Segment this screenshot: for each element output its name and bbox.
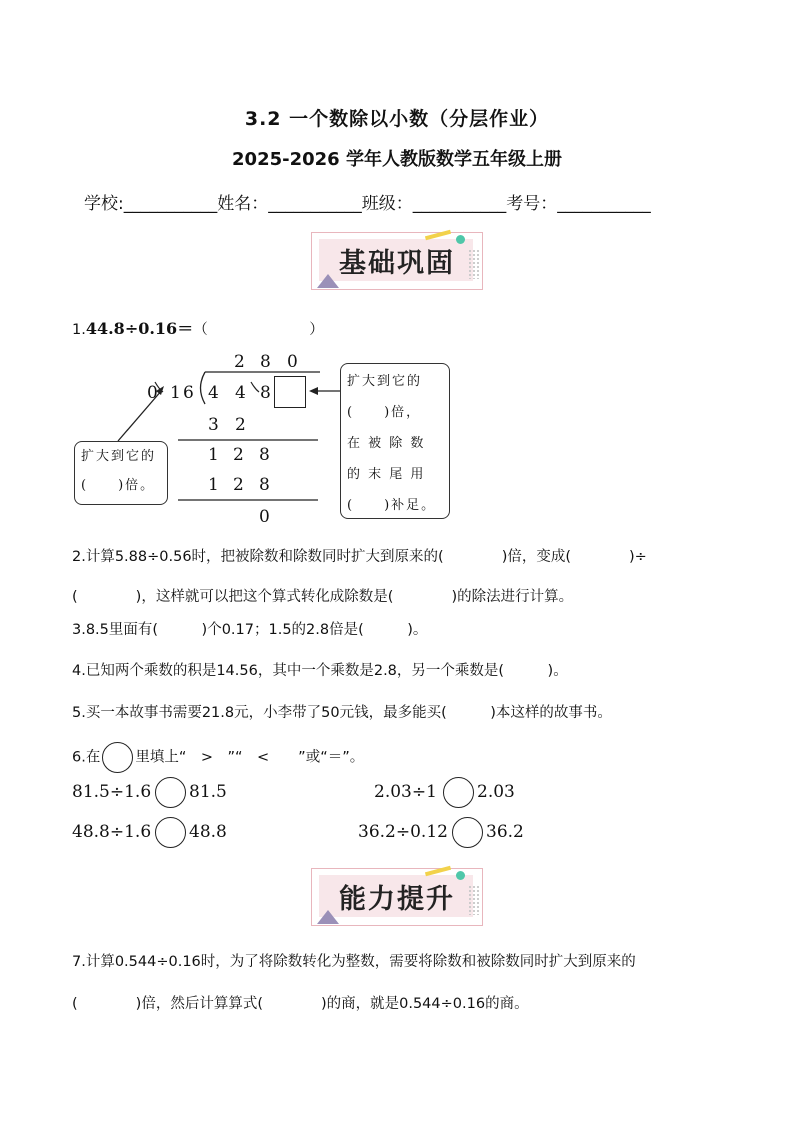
- compare-circle[interactable]: [155, 777, 186, 808]
- quotient-digit: 0: [287, 352, 298, 372]
- question-2-line-2: ( )，这样就可以把这个算式转化成除数是( )的除法进行计算。: [72, 589, 574, 605]
- right-note-box: [340, 363, 450, 519]
- work-digit: 8: [259, 445, 270, 465]
- question-5: 5.买一本故事书需要21.8元，小李带了50元钱，最多能买( )本这样的故事书。: [72, 705, 612, 721]
- dividend-digit: 4: [235, 383, 246, 403]
- circle-example: [102, 742, 133, 773]
- fill-in-box[interactable]: [274, 376, 306, 408]
- remainder-digit: 0: [259, 507, 270, 527]
- quotient-digit: 2: [234, 352, 245, 372]
- work-digit: 8: [259, 475, 270, 495]
- section-title: 能力提升: [339, 884, 455, 915]
- question-3: 3.8.5里面有( )个0.17；1.5的2.8倍是( )。: [72, 622, 428, 638]
- compare-right-value: 48.8: [189, 822, 227, 842]
- compare-left-expr: 48.8÷1.6: [72, 822, 152, 842]
- compare-right-value: 36.2: [486, 822, 524, 842]
- divisor-digit: 0: [147, 383, 158, 403]
- question-number: 1.: [72, 322, 86, 338]
- note-line: 扩大到它的: [81, 449, 157, 464]
- quotient-digit: 8: [260, 352, 271, 372]
- question-7-line-2: ( )倍，然后计算算式( )的商，就是0.544÷0.16的商。: [72, 996, 529, 1012]
- section-title: 基础巩固: [339, 248, 455, 279]
- page-title: 3.2 一个数除以小数（分层作业）: [244, 108, 550, 130]
- question-6-prompt: [72, 742, 364, 773]
- note-line: 的 末 尾 用: [347, 467, 426, 482]
- question-7-line-1: 7.计算0.544÷0.16时，为了将除数转化为整数，需要将除数和被除数同时扩大到原来的: [72, 954, 636, 970]
- compare-circle[interactable]: [155, 817, 186, 848]
- note-line: 在 被 除 数: [347, 436, 426, 451]
- compare-right-value: 81.5: [189, 782, 227, 802]
- work-digit: 1: [208, 445, 219, 465]
- question-4: 4.已知两个乘数的积是14.56，其中一个乘数是2.8，另一个乘数是( )。: [72, 663, 568, 679]
- left-note-box: [74, 441, 168, 505]
- compare-left-expr: 81.5÷1.6: [72, 782, 152, 802]
- note-line: ( )倍。: [81, 478, 156, 493]
- compare-right-value: 2.03: [477, 782, 515, 802]
- compare-circle[interactable]: [452, 817, 483, 848]
- work-digit: 3: [208, 415, 219, 435]
- answer-blank[interactable]: （ ）: [193, 322, 324, 338]
- work-digit: 2: [233, 475, 244, 495]
- note-line: ( )倍，: [347, 405, 422, 420]
- divisor-digit: 1: [170, 383, 181, 403]
- compare-left-expr: 36.2÷0.12: [358, 822, 448, 842]
- work-digit: 2: [235, 415, 246, 435]
- question-text: 里填上“ > ”“ < ”或“＝”。: [135, 749, 365, 766]
- page-subtitle: 2025-2026 学年人教版数学五年级上册: [232, 149, 562, 170]
- section-banner-advanced: [311, 868, 483, 926]
- work-digit: 2: [233, 445, 244, 465]
- compare-circle[interactable]: [443, 777, 474, 808]
- student-info-line: 学校:___________姓名：___________班级：___________考号：___________: [84, 194, 651, 214]
- work-digit: 1: [208, 475, 219, 495]
- dividend-digit: 8: [260, 383, 271, 403]
- note-line: ( )补足。: [347, 498, 437, 513]
- dividend-digit: 4: [208, 383, 219, 403]
- divisor-digit: 6: [183, 383, 194, 403]
- note-line: 扩大到它的: [347, 374, 423, 389]
- question-number: 6.在: [72, 749, 101, 766]
- compare-left-expr: 2.03÷1: [374, 782, 437, 802]
- question-2-line-1: 2.计算5.88÷0.56时，把被除数和除数同时扩大到原来的( )倍，变成( )÷: [72, 549, 647, 565]
- question-expression: 44.8÷0.16＝: [85, 319, 194, 338]
